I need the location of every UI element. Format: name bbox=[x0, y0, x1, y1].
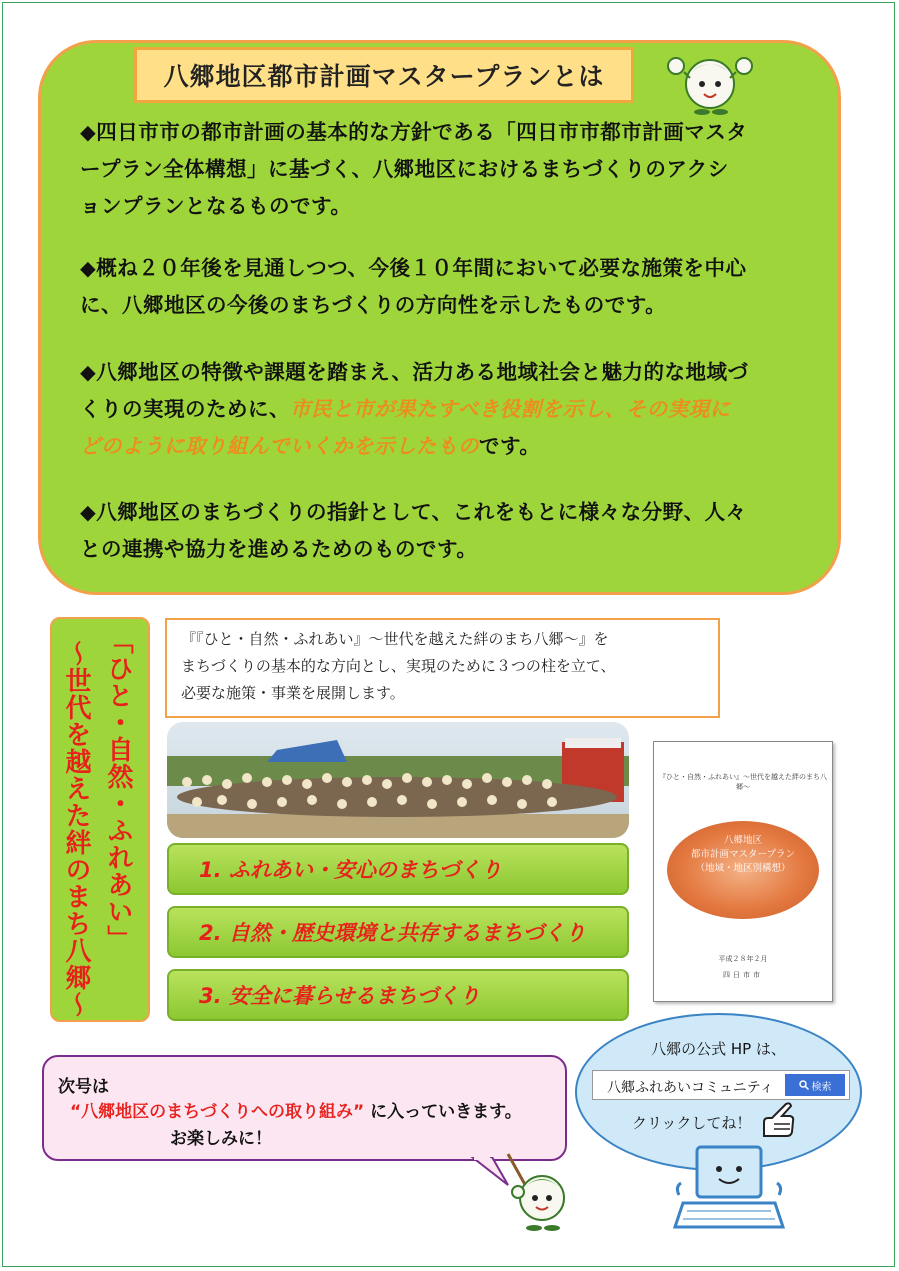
mascot-pointer-icon bbox=[498, 1150, 580, 1234]
text-line: まちづくりの基本的な方向とし、実現のために３つの柱を立て、 bbox=[181, 657, 616, 675]
pillar-1 bbox=[167, 843, 629, 895]
text-line: ープラン全体構想」に基づく、八郷地区におけるまちづくりのアクシ bbox=[80, 157, 729, 181]
paragraph-1 bbox=[80, 114, 810, 225]
text-line: 『『ひと・自然・ふれあい』〜世代を越えた絆のまち八郷〜』を bbox=[181, 630, 609, 648]
text-line: ◆概ね２０年後を見通しつつ、今後１０年間において必要な施策を中心 bbox=[80, 256, 747, 280]
pillar-label: 1. ふれあい・安心のまちづくり bbox=[199, 858, 502, 882]
pillar-2 bbox=[167, 906, 629, 958]
plan-document-cover bbox=[653, 741, 833, 1002]
cover-subtitle: 『ひと・自然・ふれあい』〜世代を越えた絆のまち八郷〜 bbox=[659, 773, 827, 791]
next-issue-label: 次号は bbox=[58, 1077, 109, 1097]
next-issue-suffix: に入っていきます。 bbox=[370, 1102, 522, 1122]
pillar-label: 2. 自然・歴史環境と共存するまちづくり bbox=[199, 921, 586, 945]
text-line bbox=[80, 391, 810, 428]
text-line: ◆八郷地区のまちづくりの指針として、これをもとに様々な分野、人々 bbox=[80, 500, 747, 524]
group-photo bbox=[167, 722, 629, 838]
text-line: ョンプランとなるものです。 bbox=[80, 194, 352, 218]
search-button-label: 検索 bbox=[811, 1081, 832, 1093]
paragraph-2 bbox=[80, 250, 810, 324]
next-issue-text bbox=[70, 1097, 522, 1122]
homepage-label: 八郷の公式 HP は、 bbox=[651, 1040, 786, 1058]
policy-description bbox=[165, 618, 720, 718]
paragraph-4 bbox=[80, 494, 810, 568]
cover-title-line: 都市計画マスタープラン bbox=[690, 849, 796, 860]
slogan-line-1: 「ひと・自然・ふれあい」 bbox=[103, 628, 133, 952]
text-line: に、八郷地区の今後のまちづくりの方向性を示したものです。 bbox=[80, 293, 667, 317]
cover-date: 平成２８年２月 bbox=[718, 955, 768, 963]
page-title: 八郷地区都市計画マスタープランとは bbox=[134, 47, 634, 103]
text-line: ◆八郷地区の特徴や課題を踏まえ、活力ある地域社会と魅力的な地域づ bbox=[80, 360, 749, 384]
search-icon bbox=[799, 1080, 809, 1090]
search-button[interactable] bbox=[785, 1074, 845, 1096]
text-line: との連携や協力を進めるためのものです。 bbox=[80, 537, 478, 561]
text-line: ◆四日市市の都市計画の基本的な方針である「四日市市都市計画マスタ bbox=[80, 120, 748, 144]
search-box[interactable] bbox=[592, 1070, 850, 1100]
next-issue-highlight: “八郷地区のまちづくりへの取り組み” bbox=[70, 1102, 365, 1122]
paragraph-3 bbox=[80, 354, 810, 465]
laptop-icon bbox=[673, 1143, 785, 1233]
text-segment: くりの実現のために、 bbox=[80, 397, 290, 421]
text-segment: です。 bbox=[479, 434, 541, 458]
next-issue-closing: お楽しみに！ bbox=[170, 1129, 272, 1149]
cover-publisher: 四日市市 bbox=[723, 971, 763, 979]
text-line: 必要な施策・事業を展開します。 bbox=[181, 684, 405, 702]
text-line bbox=[80, 428, 810, 465]
highlight-text: どのように取り組んでいくかを示したもの bbox=[80, 434, 479, 458]
cover-title-line: 八郷地区 bbox=[723, 835, 762, 846]
pillar-3 bbox=[167, 969, 629, 1021]
slogan-line-2: 〜世代を越えた絆のまち八郷〜 bbox=[61, 640, 91, 1018]
highlight-text: 市民と市が果たすべき役割を示し、その実現に bbox=[290, 397, 731, 421]
pillar-label: 3. 安全に暮らせるまちづくり bbox=[199, 984, 481, 1008]
mascot-icon bbox=[664, 50, 756, 116]
search-input[interactable]: 八郷ふれあいコミュニティ bbox=[607, 1080, 774, 1096]
pointing-hand-icon bbox=[760, 1100, 798, 1140]
cover-title bbox=[667, 834, 819, 876]
click-prompt: クリックしてね！ bbox=[632, 1114, 752, 1132]
cover-title-line: （地域・地区別構想） bbox=[695, 863, 791, 874]
